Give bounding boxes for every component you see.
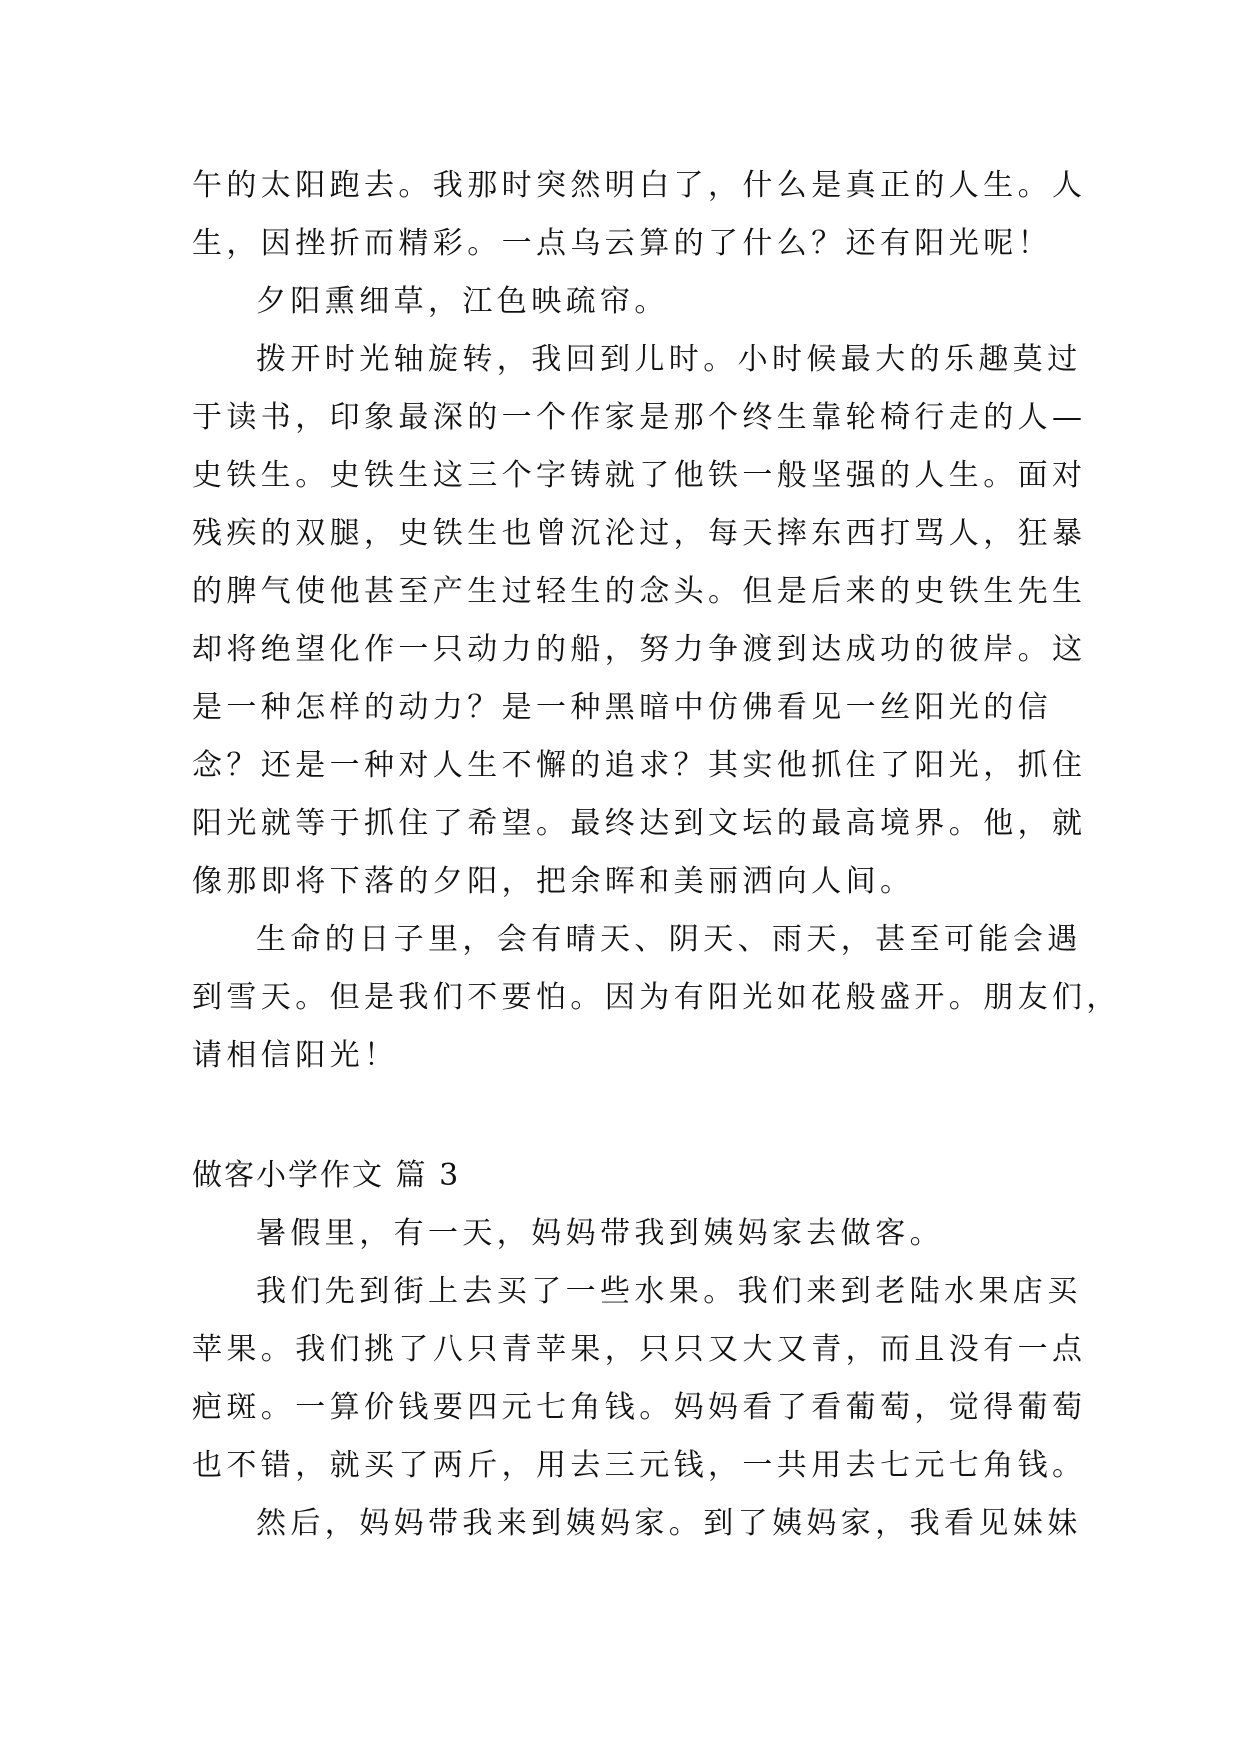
text-line: 于读书，印象最深的一个作家是那个终生靠轮椅行走的人—	[192, 400, 1087, 435]
section-heading: 做客小学作文 篇 3	[192, 1158, 461, 1193]
text-line: 然后，妈妈带我来到姨妈家。到了姨妈家，我看见妹妹	[256, 1506, 1082, 1541]
text-line: 阳光就等于抓住了希望。最终达到文坛的最高境界。他，就	[192, 806, 1087, 841]
text-line: 暑假里，有一天，妈妈带我到姨妈家去做客。	[256, 1216, 944, 1251]
text-line: 生，因挫折而精彩。一点乌云算的了什么？还有阳光呢！	[192, 226, 1052, 261]
text-line: 生命的日子里，会有晴天、阴天、雨天，甚至可能会遇	[256, 922, 1082, 957]
text-line: 疤斑。一算价钱要四元七角钱。妈妈看了看葡萄，觉得葡萄	[192, 1390, 1087, 1425]
text-line: 也不错，就买了两斤，用去三元钱，一共用去七元七角钱。	[192, 1448, 1087, 1483]
text-line: 像那即将下落的夕阳，把余晖和美丽洒向人间。	[192, 864, 915, 899]
text-line: 残疾的双腿，史铁生也曾沉沦过，每天摔东西打骂人，狂暴	[192, 516, 1087, 551]
text-line: 却将绝望化作一只动力的船，努力争渡到达成功的彼岸。这	[192, 632, 1087, 667]
text-line: 念？还是一种对人生不懈的追求？其实他抓住了阳光，抓住	[192, 748, 1087, 783]
text-line: 请相信阳光！	[192, 1038, 399, 1073]
text-line: 的脾气使他甚至产生过轻生的念头。但是后来的史铁生先生	[192, 574, 1087, 609]
text-line: 史铁生。史铁生这三个字铸就了他铁一般坚强的人生。面对	[192, 458, 1087, 493]
text-line: 拨开时光轴旋转，我回到儿时。小时候最大的乐趣莫过	[256, 342, 1082, 377]
text-line: 夕阳熏细草，江色映疏帘。	[256, 284, 669, 319]
text-line: 苹果。我们挑了八只青苹果，只只又大又青，而且没有一点	[192, 1332, 1087, 1367]
text-line: 我们先到街上去买了一些水果。我们来到老陆水果店买	[256, 1274, 1082, 1309]
text-line: 午的太阳跑去。我那时突然明白了，什么是真正的人生。人	[192, 168, 1087, 203]
text-line: 是一种怎样的动力？是一种黑暗中仿佛看见一丝阳光的信	[192, 690, 1052, 725]
text-line: 到雪天。但是我们不要怕。因为有阳光如花般盛开。朋友们，	[192, 980, 1121, 1015]
